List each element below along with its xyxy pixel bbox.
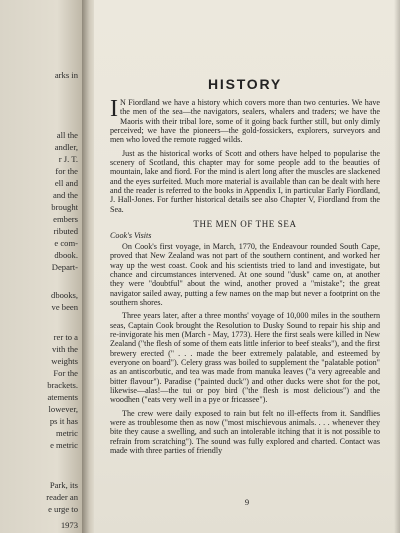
left-page-fragment: reader an [46,492,78,502]
left-page-fragment: weights [51,356,78,366]
sub-heading: Cook's Visits [110,231,152,241]
left-page-fragment: embers [53,214,78,224]
left-page-fragment: and the [52,190,78,200]
page-number: 9 [244,497,250,507]
left-page-fragment: e urge to [48,504,78,514]
left-page-fragment: brought [51,202,78,212]
left-page-fragment: Depart- [51,262,78,272]
left-page-fragment: ve been [51,302,78,312]
left-page-fragment: arks in [54,70,78,80]
left-page-fragment: metric [56,428,78,438]
left-page-fragment: all the [56,130,78,140]
paragraph-sandflies: The crew were daily exposed to rain but felt no ill-effects from it. Sandflies were as troublesome then as now ("most mischievous animals. . . . whenever they bite they cause a swelling, and such an intolerable itching that it is not possible to refrain from scratching"). The sound was fully explored and charted. Contact was made with three parties of friendly [110,408,380,456]
paragraph-first-voyage: On Cook's first voyage, in March, 1770, the Endeavour rounded South Cape, proved that New Zealand was not part of the southern continent, and worked her way up the west coast. Cook and his scientists tried to land and investigate, but chance and circumstances intervened. At one sound "dusk" came on, at another they were "doubtful" about the wind, another proved a "mistake"; the great navigator sailed away, putting a few names on the map but never a footprint on the southern shores. [110,241,380,307]
drop-cap: I [110,96,118,122]
left-page-fragment: e metric [50,440,78,450]
page-edge-shadow [394,0,400,533]
paragraph-dusky-sound: Three years later, after a three months' voyage of 10,000 miles in the southern seas, Captain Cook brought the Resolution to Dusky Sound to repair his ship and re-invigorate his men (March - May, 1773). Here the first seals were killed in New Zealand ("the flesh of some of them eats little inferior to beef steaks"), and the first brewery erected (" . . . made the beer extremely palatable, and esteemed by everyone on board"). Celery grass was boiled to supplement the "palatable potion" as an antiscorbutic, and tea was made from manuka leaves ("a very agreeable and bitter flavour"). Paradise ("painted duck") and other ducks were shot for the pot, likewise—alas!—the tui or poy bird ("the flesh is most delicious") and the woodhen ("eats very well in a pye or fricassee"). [110,311,380,405]
left-page-fragment: atements [47,392,78,402]
left-page-fragment: for the [55,166,78,176]
page-title: HISTORY [207,76,283,92]
left-page-fragment: lowever, [48,404,78,414]
left-page-fragment: andler, [54,142,78,152]
left-page-fragment: For the [53,368,78,378]
book-page-right [94,0,400,533]
left-page-fragment: e com- [54,238,78,248]
facing-page-left [0,0,82,533]
left-page-fragment: ps it has [49,416,78,426]
left-page-fragment: ributed [53,226,78,236]
left-page-fragment: Park, its [49,480,78,490]
left-page-fragment: vith the [51,344,78,354]
left-page-fragment: rer to a [53,332,78,342]
page-text-block [110,76,380,459]
left-page-fragment: 1973 [60,520,78,530]
section-heading: THE MEN OF THE SEA [193,219,297,230]
left-page-fragment: ell and [54,178,78,188]
left-page-fragment: r J. T. [58,154,78,164]
intro-paragraph-text: N Fiordland we have a history which covers more than two centuries. We have the men of the sea—the navigators, sealers, whalers and traders; we have the Maoris with their tribal lore, some of it going back further still, but only dimly perceived; we have the pioneers—the gold-fossickers, explorers, surveyors and men who loved the remote rugged wilds. [110,98,380,145]
left-page-fragment: brackets. [47,380,78,390]
intro-paragraph [110,98,380,145]
left-page-fragment: dbook. [54,250,78,260]
left-page-fragment: dbooks, [51,290,78,300]
paragraph-scenery: Just as the historical works of Scott and others have helped to popularise the scenery of Scotland, this chapter may for some people add to the beauties of mountain, lake and fiord. For the mind is alert long after the muscles are slackened and the eyes surfeited. Much more material is available than can be dealt with here and the reader is referred to the books in Appendix I, in particular Early Fiordland, J. Hall-Jones. For further historical details see also Chapter V, Fiordland from the Sea. [110,148,380,214]
